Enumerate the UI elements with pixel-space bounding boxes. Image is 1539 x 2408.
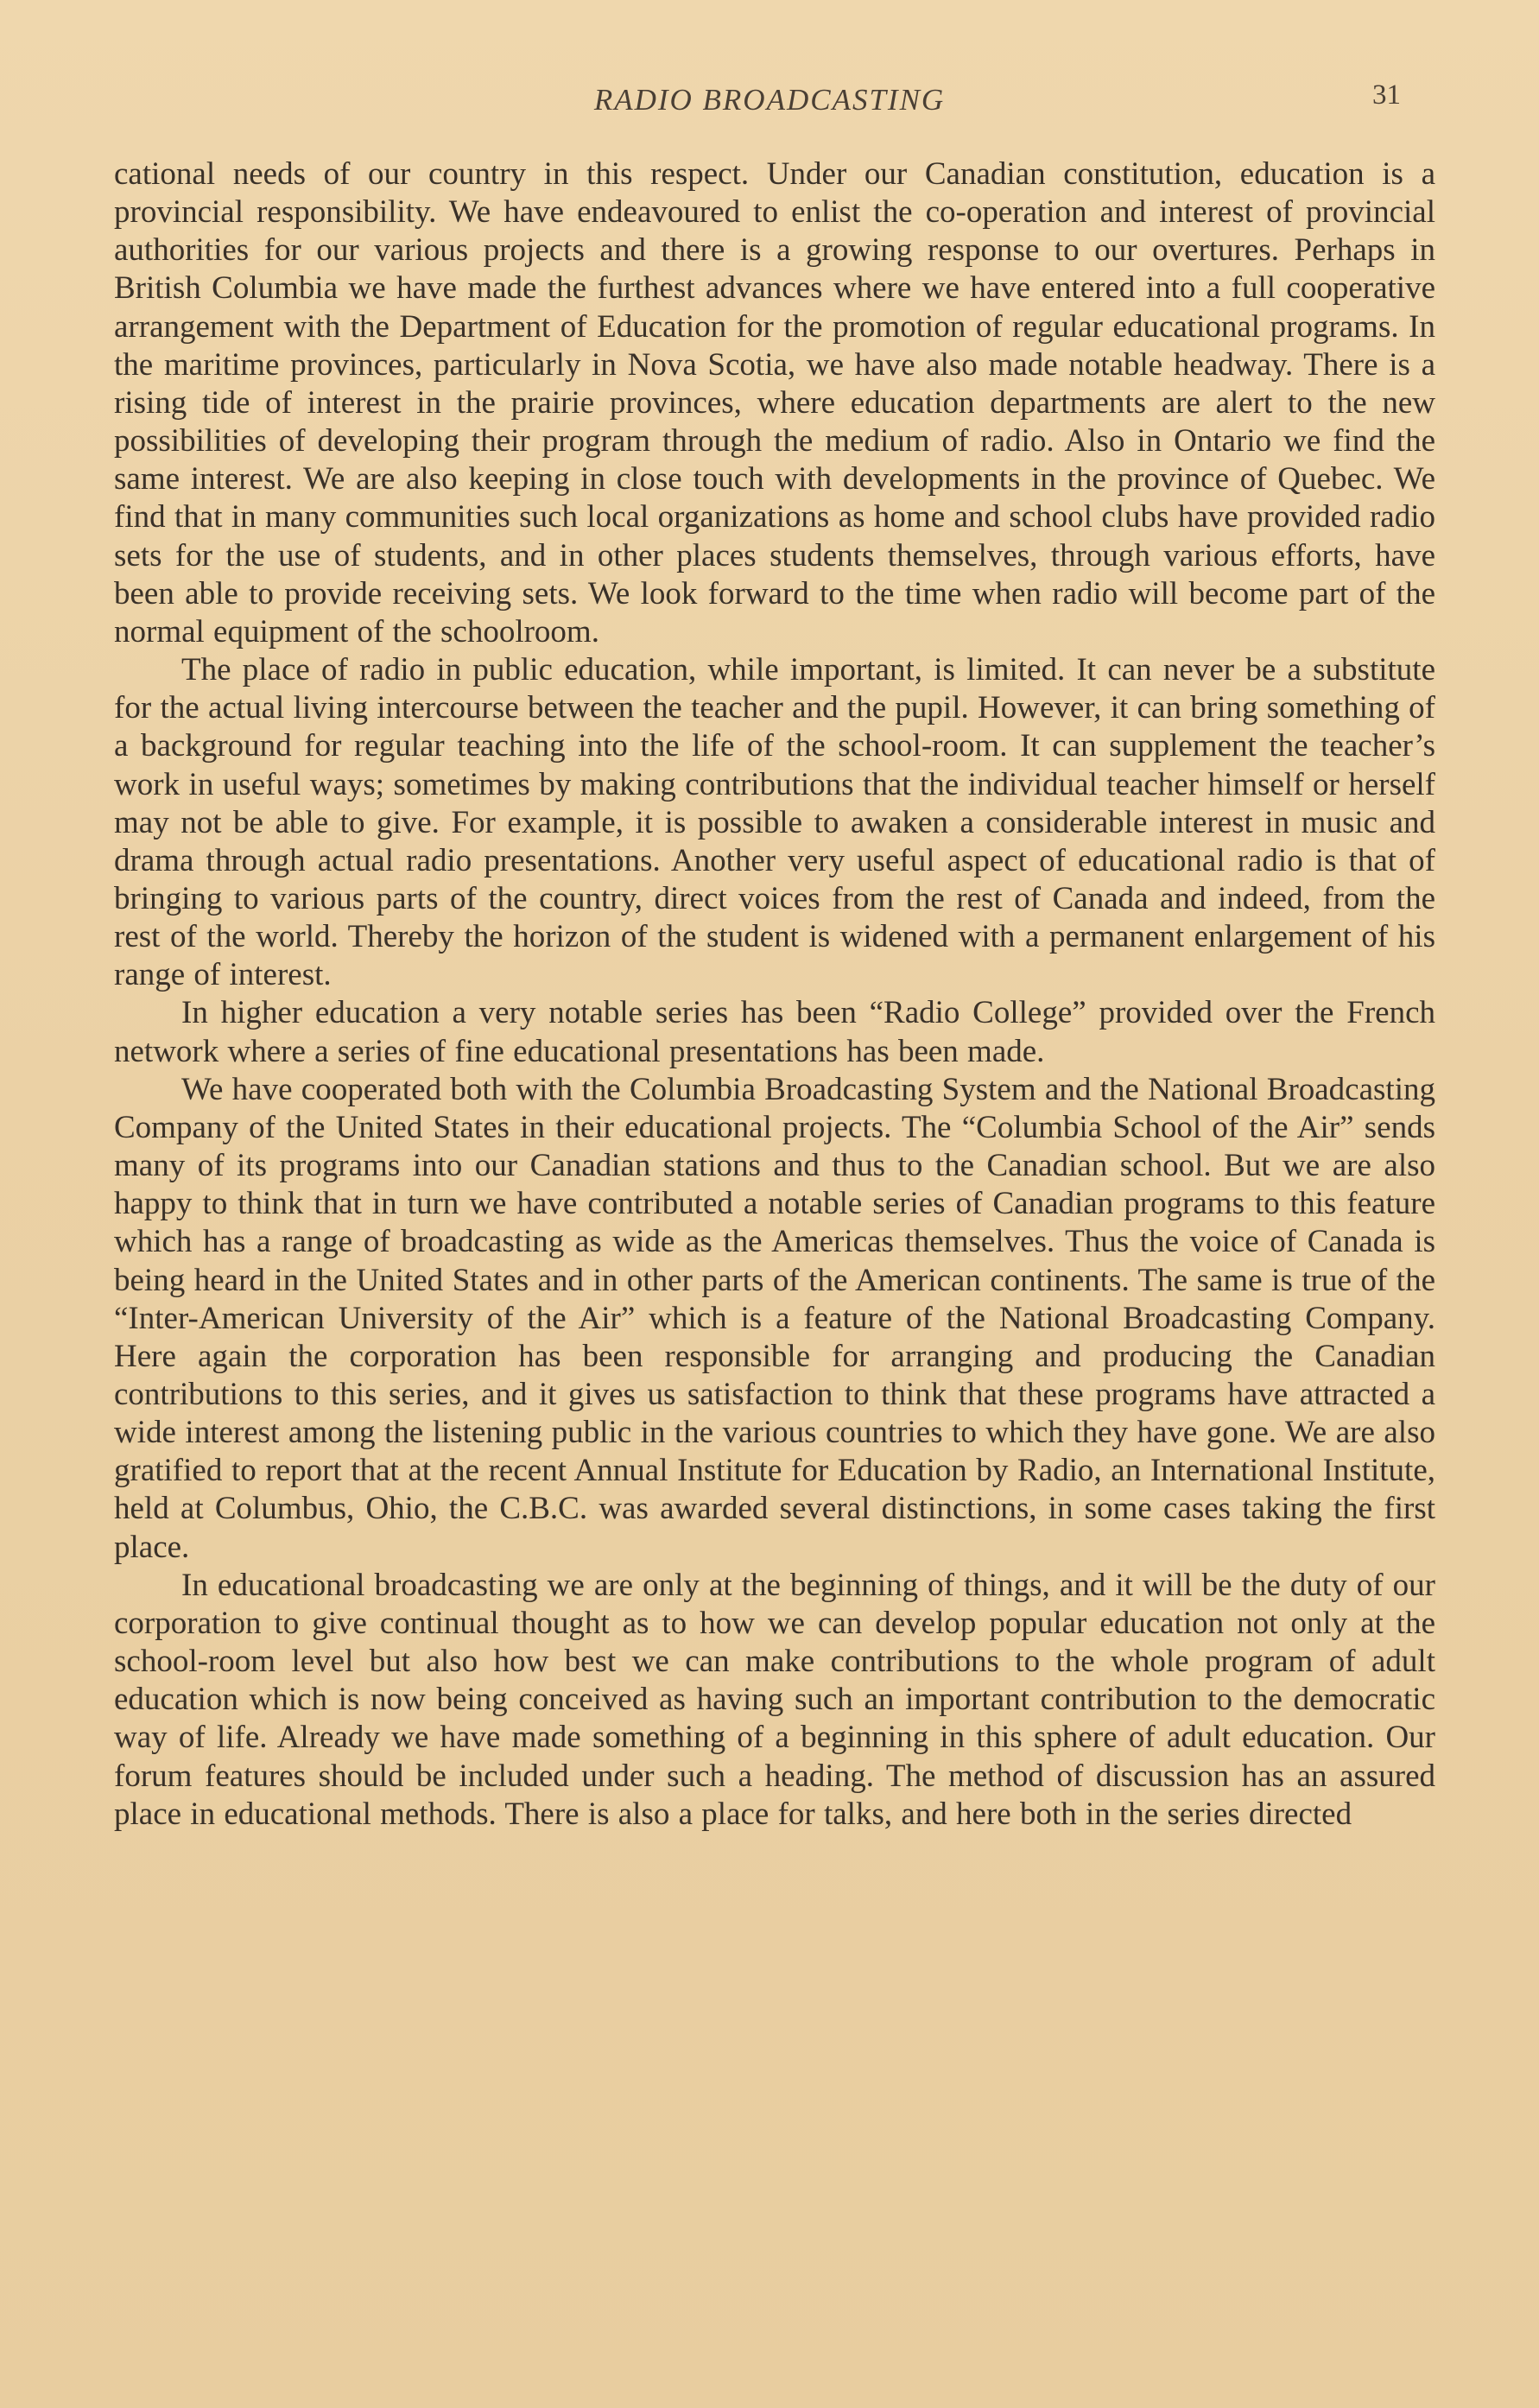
paragraph-continued: cational needs of our country in this respect. Under our Canadian constitution, education is a provincial responsibility. We have endeavoured to enlist the co-operation and interest of provincial authorities for our various projects and there is a growing response to our overtures. Perhaps in British Columbia we have made the furthest advances where we have entered into a full cooperative arrangement with the Department of Education for the promotion of regular educational programs. In the maritime provinces, particularly in Nova Scotia, we have also made notable headway. There is a rising tide of interest in the prairie provinces, where education departments are alert to the new possibilities of developing their program through the medium of radio. Also in Ontario we find the same interest. We are also keeping in close touch with developments in the province of Quebec. We find that in many communities such local organizations as home and school clubs have provided radio sets for the use of students, and in other places students themselves, through various efforts, have been able to provide receiving sets. We look forward to the time when radio will become part of the normal equipment of the schoolroom.	[114, 156, 1435, 650]
paragraph: In educational broadcasting we are only at the beginning of things, and it will be the duty of our corporation to give continual thought as to how we can develop popular education not only at the school-room level but also how best we can make contributions to the whole program of adult education which is now being conceived as having such an important contribution to the democratic way of life. Already we have made something of a beginning in this sphere of adult education. Our forum features should be included under such a heading. The method of discussion has an assured place in educational methods. There is also a place for talks, and here both in the series directed	[114, 1567, 1435, 1832]
running-title: RADIO BROADCASTING	[593, 83, 946, 117]
paragraph: The place of radio in public education, while important, is limited. It can never be a substitute for the actual living intercourse between the teacher and the pupil. However, it can bring something of a background for regular teaching into the life of the school-room. It can supplement the teacher’s work in useful ways; sometimes by making contributions that the individual teacher himself or herself may not be able to give. For example, it is possible to awaken a considerable interest in music and drama through actual radio presentations. Another very useful aspect of educational radio is that of bringing to various parts of the country, direct voices from the rest of Canada and indeed, from the rest of the world. Thereby the horizon of the student is widened with a permanent enlargement of his range of interest.	[114, 652, 1435, 993]
page-number: 31	[1372, 79, 1401, 111]
body-text	[114, 155, 1435, 1834]
paragraph: In higher education a very notable series has been “Radio College” provided over the French network where a series of fine educational presentations has been made.	[114, 995, 1435, 1069]
paragraph: We have cooperated both with the Columbia Broadcasting System and the National Broadcasting Company of the United States in their educational projects. The “Columbia School of the Air” sends many of its programs into our Canadian stations and thus to the Canadian school. But we are also happy to think that in turn we have contributed a notable series of Canadian programs to this feature which has a range of broadcasting as wide as the Americas themselves. Thus the voice of Canada is being heard in the United States and in other parts of the American continents. The same is true of the “Inter-American University of the Air” which is a feature of the National Broadcasting Company. Here again the corporation has been responsible for arranging and producing the Canadian contributions to this series, and it gives us satisfaction to think that these programs have attracted a wide interest among the listening public in the various countries to which they have gone. We are also gratified to report that at the recent Annual Institute for Education by Radio, an International Institute, held at Columbus, Ohio, the C.B.C. was awarded several distinctions, in some cases taking the first place.	[114, 1071, 1435, 1565]
